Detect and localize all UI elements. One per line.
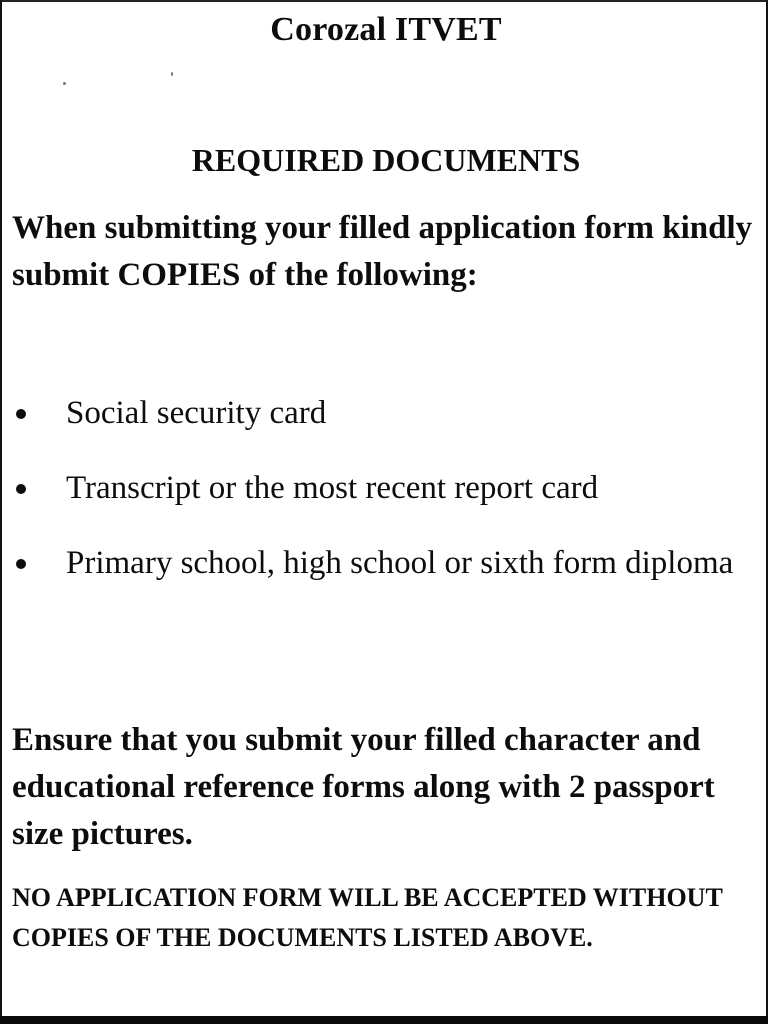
document-title: Corozal ITVET [270, 11, 502, 48]
scan-speck [171, 72, 173, 76]
intro-paragraph: When submitting your filled application form kindly submit COPIES of the following: [12, 210, 753, 293]
bullet-icon [16, 484, 26, 494]
list-item-label: Primary school, high school or sixth form diploma [66, 545, 734, 581]
list-item [12, 540, 752, 587]
list-item-label: Social security card [66, 395, 327, 431]
reference-forms-instruction: Ensure that you submit your filled character and educational reference forms along with 2 passport size pictures. [12, 722, 715, 852]
bullet-icon [16, 409, 26, 419]
scan-speck [63, 82, 66, 85]
list-item [12, 465, 752, 512]
bullet-icon [16, 559, 26, 569]
list-item [12, 390, 752, 437]
bottom-border [0, 1016, 768, 1024]
list-item-label: Transcript or the most recent report card [66, 470, 599, 506]
required-documents-list [12, 390, 752, 615]
required-documents-heading: REQUIRED DOCUMENTS [191, 142, 581, 178]
rejection-notice: NO APPLICATION FORM WILL BE ACCEPTED WITHOUT COPIES OF THE DOCUMENTS LISTED ABOVE. [12, 883, 723, 952]
